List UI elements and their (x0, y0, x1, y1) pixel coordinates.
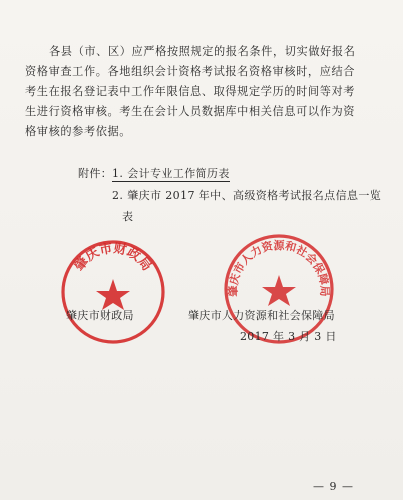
signature-finance-bureau: 肇庆市财政局 (66, 309, 134, 322)
svg-text:肇庆市人力资源和社会保障局: 肇庆市人力资源和社会保障局 (226, 238, 332, 297)
svg-text:肇庆市财政局: 肇庆市财政局 (71, 241, 155, 274)
body-line-5: 格审核的参考依据。 (25, 125, 132, 138)
attachment-item-2-continued: 表 (122, 210, 134, 223)
attachment-item-1: 1. 会计专业工作简历表 (112, 167, 230, 180)
signature-hr-bureau: 肇庆市人力资源和社会保障局 (188, 309, 335, 322)
body-line-2: 资格审查工作。各地组织会计资格考试报名资格审核时，应结合 (25, 65, 356, 78)
page-number: — 9 — (313, 480, 354, 493)
attachment-item-2: 2. 肇庆市 2017 年中、高级资格考试报名点信息一览 (112, 189, 382, 202)
body-line-1: 各县（市、区）应严格按照规定的报名条件，切实做好报名 (49, 45, 356, 58)
body-line-3: 考生在报名登记表中工作年限信息、取得规定学历的时间等对考 (25, 85, 356, 98)
body-line-4: 生进行资格审核。考生在会计人员数据库中相关信息可以作为资 (25, 105, 356, 118)
finance-bureau-seal (58, 237, 168, 347)
attachments-label: 附件： (78, 167, 113, 180)
body-paragraph (25, 42, 369, 142)
signature-date: 2017 年 3 月 3 日 (240, 330, 337, 343)
